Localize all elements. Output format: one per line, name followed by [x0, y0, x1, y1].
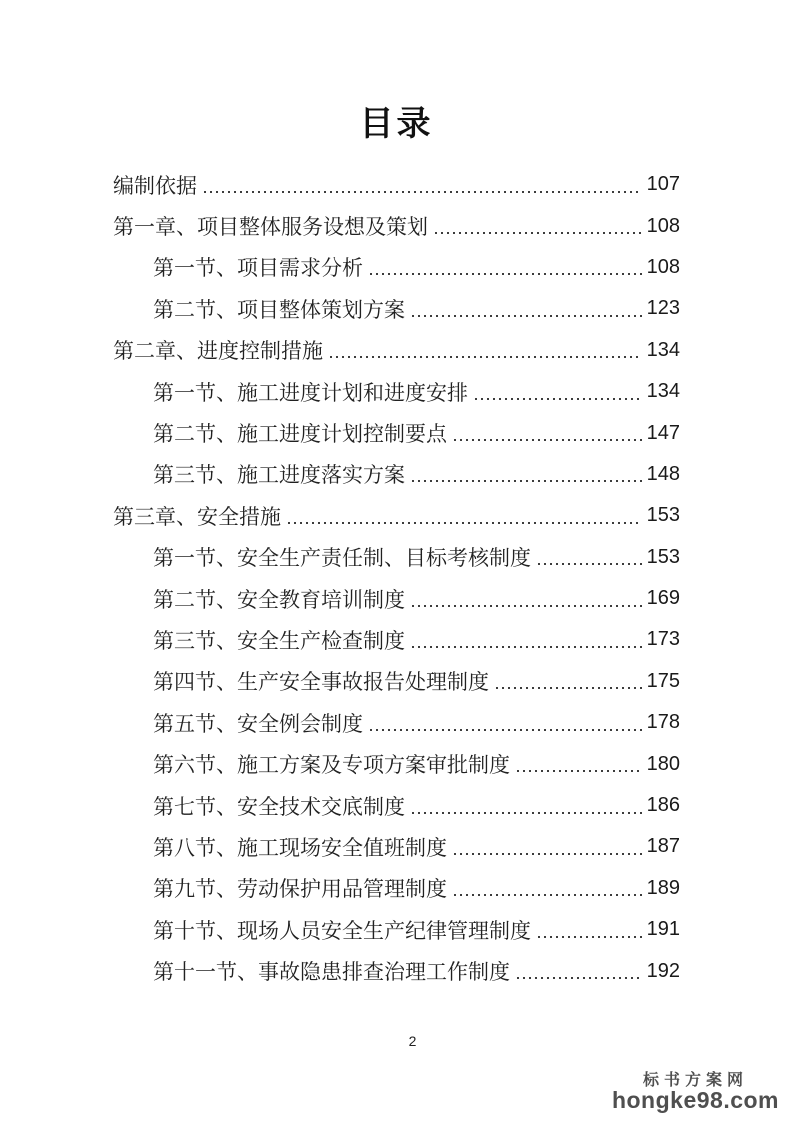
toc-dot-leader	[475, 398, 642, 400]
toc-dot-leader	[538, 563, 642, 565]
toc-entry[interactable]	[113, 330, 680, 371]
toc-entry-page: 134	[646, 380, 680, 403]
toc-entry-title: 第一节、项目需求分析	[153, 256, 363, 281]
toc-entry-page: 134	[646, 338, 680, 361]
toc-entry[interactable]	[113, 950, 680, 991]
toc-entry-page: 108	[646, 214, 680, 237]
toc-entry-page: 153	[646, 504, 680, 527]
toc-entry-title: 第七节、安全技术交底制度	[153, 794, 405, 819]
toc-entry-title: 第三节、施工进度落实方案	[153, 463, 405, 488]
toc-entry-title: 第三章、安全措施	[113, 504, 281, 529]
toc-dot-leader	[330, 356, 642, 358]
watermark-site-name: 标书方案网	[642, 1072, 748, 1089]
toc-entry-title: 第一节、施工进度计划和进度安排	[153, 380, 468, 405]
toc-dot-leader	[370, 273, 642, 275]
toc-entry[interactable]	[113, 454, 680, 495]
toc-entry[interactable]	[113, 785, 680, 826]
toc-entry-page: 187	[646, 835, 680, 858]
toc-entry[interactable]	[113, 661, 680, 702]
toc-entry-title: 第五节、安全例会制度	[153, 711, 363, 736]
toc-entry[interactable]	[113, 288, 680, 329]
toc-entry-page: 192	[646, 959, 680, 982]
toc-dot-leader	[204, 191, 642, 193]
toc-entry[interactable]	[113, 205, 680, 246]
watermark-logo	[612, 1072, 779, 1111]
toc-entry-title: 第二节、项目整体策划方案	[153, 297, 405, 322]
toc-dot-leader	[517, 977, 642, 979]
toc-entry-page: 108	[646, 255, 680, 278]
toc-entry-title: 第一章、项目整体服务设想及策划	[113, 215, 428, 240]
toc-dot-leader	[454, 439, 642, 441]
toc-dot-leader	[370, 729, 642, 731]
toc-entry[interactable]	[113, 537, 680, 578]
page-title: 目录	[359, 106, 434, 143]
toc-entry-title: 第二节、施工进度计划控制要点	[153, 422, 447, 447]
toc-entry[interactable]	[113, 578, 680, 619]
toc-entry[interactable]	[113, 247, 680, 288]
toc-entry[interactable]	[113, 619, 680, 660]
toc-dot-leader	[454, 894, 642, 896]
toc-entry-page: 169	[646, 587, 680, 610]
toc-entry-title: 第八节、施工现场安全值班制度	[153, 835, 447, 860]
toc-entry-page: 189	[646, 876, 680, 899]
toc-entry[interactable]	[113, 702, 680, 743]
toc-dot-leader	[412, 646, 642, 648]
toc-dot-leader	[412, 812, 642, 814]
toc-entry[interactable]	[113, 371, 680, 412]
toc-dot-leader	[496, 687, 642, 689]
toc-entry-page: 153	[646, 545, 680, 568]
toc-entry[interactable]	[113, 495, 680, 536]
toc-dot-leader	[412, 315, 642, 317]
toc-dot-leader	[454, 853, 642, 855]
toc-entry-title: 第九节、劳动保护用品管理制度	[153, 877, 447, 902]
watermark-site-url: hongke98.com	[611, 1087, 779, 1113]
toc-entry[interactable]	[113, 412, 680, 453]
toc-entry[interactable]	[113, 164, 680, 205]
toc-dot-leader	[412, 480, 642, 482]
toc-entry-title: 第二章、进度控制措施	[113, 339, 323, 364]
toc-entry-page: 175	[646, 669, 680, 692]
toc-entry-title: 第三节、安全生产检查制度	[153, 628, 405, 653]
toc-dot-leader	[538, 936, 642, 938]
toc-entry-page: 107	[646, 173, 680, 196]
toc-entry-page: 180	[646, 752, 680, 775]
toc-entry-title: 第二节、安全教育培训制度	[153, 587, 405, 612]
toc-entry-page: 173	[646, 628, 680, 651]
toc-entry-page: 147	[646, 421, 680, 444]
toc-dot-leader	[517, 770, 642, 772]
toc-entry[interactable]	[113, 909, 680, 950]
toc-entry[interactable]	[113, 826, 680, 867]
toc-entry-title: 第四节、生产安全事故报告处理制度	[153, 670, 489, 695]
toc-entry-page: 191	[646, 918, 680, 941]
toc-dot-leader	[288, 522, 642, 524]
toc-dot-leader	[412, 605, 642, 607]
toc-entry-title: 编制依据	[113, 173, 197, 198]
toc-entry-page: 148	[646, 462, 680, 485]
toc-entry-title: 第十一节、事故隐患排查治理工作制度	[153, 960, 510, 985]
toc-entry-page: 123	[646, 297, 680, 320]
footer-page-number: 2	[408, 1033, 417, 1049]
toc-dot-leader	[435, 232, 642, 234]
toc-entry[interactable]	[113, 868, 680, 909]
toc-entry-page: 178	[646, 711, 680, 734]
toc-entry-title: 第六节、施工方案及专项方案审批制度	[153, 753, 510, 778]
toc-entry[interactable]	[113, 743, 680, 784]
toc-list	[113, 164, 680, 992]
toc-entry-title: 第十节、现场人员安全生产纪律管理制度	[153, 918, 531, 943]
toc-entry-page: 186	[646, 794, 680, 817]
toc-entry-title: 第一节、安全生产责任制、目标考核制度	[153, 546, 531, 571]
